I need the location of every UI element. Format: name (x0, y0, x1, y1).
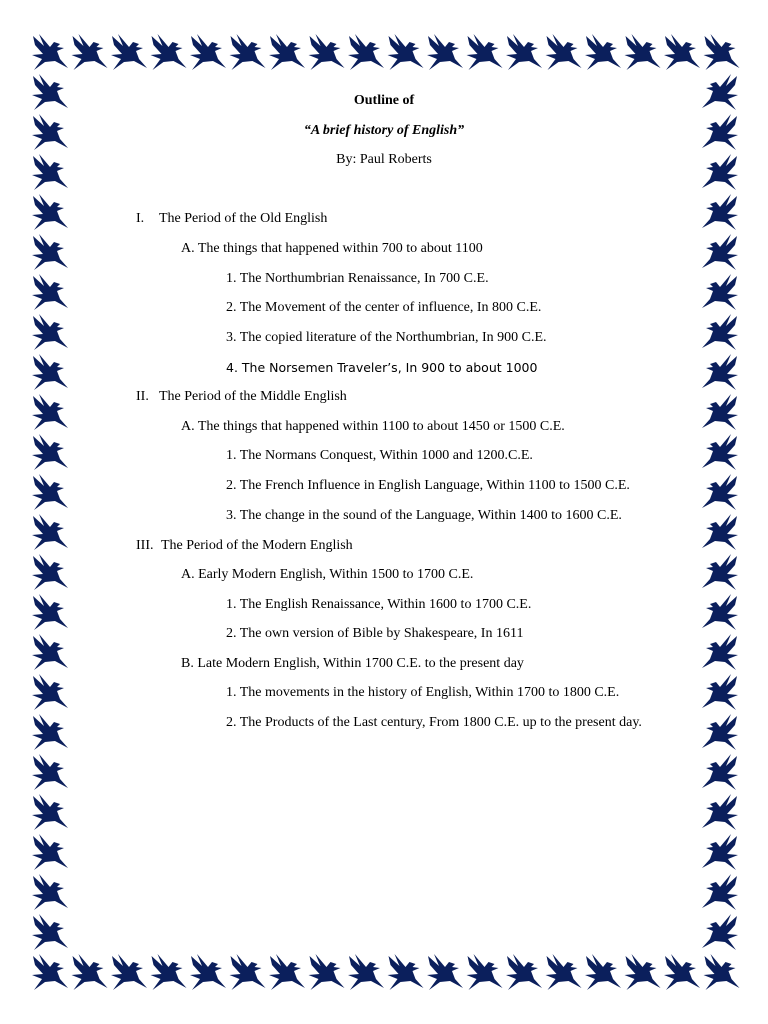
swallow-bird-icon (348, 34, 384, 70)
swallow-bird-icon (269, 34, 305, 70)
swallow-bird-icon (702, 554, 738, 590)
swallow-bird-icon (269, 954, 305, 990)
swallow-bird-icon (111, 34, 147, 70)
swallow-bird-icon (32, 714, 68, 750)
swallow-bird-icon (32, 674, 68, 710)
swallow-bird-icon (702, 634, 738, 670)
swallow-bird-icon (702, 474, 738, 510)
swallow-bird-icon (585, 34, 621, 70)
section-2-item-2: 2. The French Influence in English Language, Within 1100 to 1500 C.E. (226, 478, 630, 493)
swallow-bird-icon (388, 34, 424, 70)
section-2-item-3: 3. The change in the sound of the Language, Within 1400 to 1600 C.E. (226, 508, 622, 523)
swallow-bird-icon (32, 274, 68, 310)
section-3-subsection-a: A. Early Modern English, Within 1500 to 1700 C.E. (181, 567, 474, 582)
swallow-bird-icon (467, 34, 503, 70)
swallow-bird-icon (702, 274, 738, 310)
section-3-number: III. (136, 538, 154, 553)
swallow-bird-icon (702, 834, 738, 870)
swallow-bird-icon (32, 514, 68, 550)
swallow-bird-icon (72, 954, 108, 990)
swallow-bird-icon (702, 874, 738, 910)
swallow-bird-icon (702, 674, 738, 710)
swallow-bird-icon (32, 634, 68, 670)
section-1-item-2: 2. The Movement of the center of influence, In 800 C.E. (226, 300, 542, 315)
swallow-bird-icon (151, 954, 187, 990)
swallow-bird-icon (32, 794, 68, 830)
swallow-bird-icon (702, 594, 738, 630)
swallow-bird-icon (32, 914, 68, 950)
section-3-b-item-2: 2. The Products of the Last century, From 1800 C.E. up to the present day. (226, 715, 642, 730)
section-2-heading: The Period of the Middle English (159, 389, 347, 404)
swallow-bird-icon (388, 954, 424, 990)
document-subtitle: “A brief history of English” (303, 123, 465, 138)
section-2-item-1: 1. The Normans Conquest, Within 1000 and 1200.C.E. (226, 448, 533, 463)
swallow-bird-icon (309, 954, 345, 990)
swallow-bird-icon (546, 954, 582, 990)
section-3-a-item-2: 2. The own version of Bible by Shakespeare, In 1611 (226, 626, 524, 641)
section-1-subsection-a: A. The things that happened within 700 to about 1100 (181, 241, 483, 256)
swallow-bird-icon (506, 954, 542, 990)
swallow-bird-icon (111, 954, 147, 990)
section-1-item-4: 4. The Norsemen Traveler’s, In 900 to about 1000 (226, 360, 538, 375)
swallow-bird-icon (32, 354, 68, 390)
swallow-bird-icon (72, 34, 108, 70)
swallow-bird-icon (702, 394, 738, 430)
swallow-bird-icon (230, 954, 266, 990)
section-2-number: II. (136, 389, 149, 404)
swallow-bird-icon (32, 314, 68, 350)
swallow-bird-icon (702, 794, 738, 830)
swallow-bird-icon (625, 34, 661, 70)
section-3-subsection-b: B. Late Modern English, Within 1700 C.E. to the present day (181, 656, 524, 671)
section-1-item-3: 3. The copied literature of the Northumbrian, In 900 C.E. (226, 330, 547, 345)
swallow-bird-icon (427, 954, 463, 990)
document-title: Outline of (353, 93, 415, 108)
swallow-bird-icon (151, 34, 187, 70)
swallow-bird-icon (32, 874, 68, 910)
swallow-bird-icon (702, 354, 738, 390)
swallow-bird-icon (32, 754, 68, 790)
swallow-bird-icon (664, 954, 700, 990)
swallow-bird-icon (427, 34, 463, 70)
swallow-bird-icon (32, 594, 68, 630)
document-author: By: Paul Roberts (336, 152, 432, 167)
swallow-bird-icon (704, 34, 740, 70)
swallow-bird-icon (702, 714, 738, 750)
swallow-bird-icon (702, 914, 738, 950)
swallow-bird-icon (702, 514, 738, 550)
swallow-bird-icon (702, 434, 738, 470)
swallow-bird-icon (585, 954, 621, 990)
swallow-bird-icon (702, 194, 738, 230)
swallow-bird-icon (546, 34, 582, 70)
swallow-bird-icon (702, 234, 738, 270)
swallow-bird-icon (664, 34, 700, 70)
swallow-bird-icon (32, 34, 68, 70)
swallow-bird-icon (32, 234, 68, 270)
swallow-bird-icon (467, 954, 503, 990)
section-1-item-1: 1. The Northumbrian Renaissance, In 700 C.E. (226, 271, 489, 286)
section-1-heading: The Period of the Old English (159, 211, 328, 226)
swallow-bird-icon (32, 194, 68, 230)
swallow-bird-icon (32, 554, 68, 590)
swallow-bird-icon (702, 314, 738, 350)
swallow-bird-icon (190, 954, 226, 990)
swallow-bird-icon (348, 954, 384, 990)
section-3-heading: The Period of the Modern English (161, 538, 353, 553)
section-3-b-item-1: 1. The movements in the history of English, Within 1700 to 1800 C.E. (226, 685, 620, 700)
swallow-bird-icon (32, 954, 68, 990)
swallow-bird-icon (704, 954, 740, 990)
section-2-subsection-a: A. The things that happened within 1100 to about 1450 or 1500 C.E. (181, 419, 565, 434)
section-1-number: I. (136, 211, 145, 226)
swallow-bird-icon (625, 954, 661, 990)
swallow-bird-icon (32, 474, 68, 510)
swallow-bird-icon (702, 754, 738, 790)
section-3-a-item-1: 1. The English Renaissance, Within 1600 to 1700 C.E. (226, 597, 532, 612)
swallow-bird-icon (506, 34, 542, 70)
swallow-bird-icon (309, 34, 345, 70)
swallow-bird-icon (32, 834, 68, 870)
swallow-bird-icon (190, 34, 226, 70)
swallow-bird-icon (32, 394, 68, 430)
swallow-bird-icon (230, 34, 266, 70)
swallow-bird-icon (32, 434, 68, 470)
